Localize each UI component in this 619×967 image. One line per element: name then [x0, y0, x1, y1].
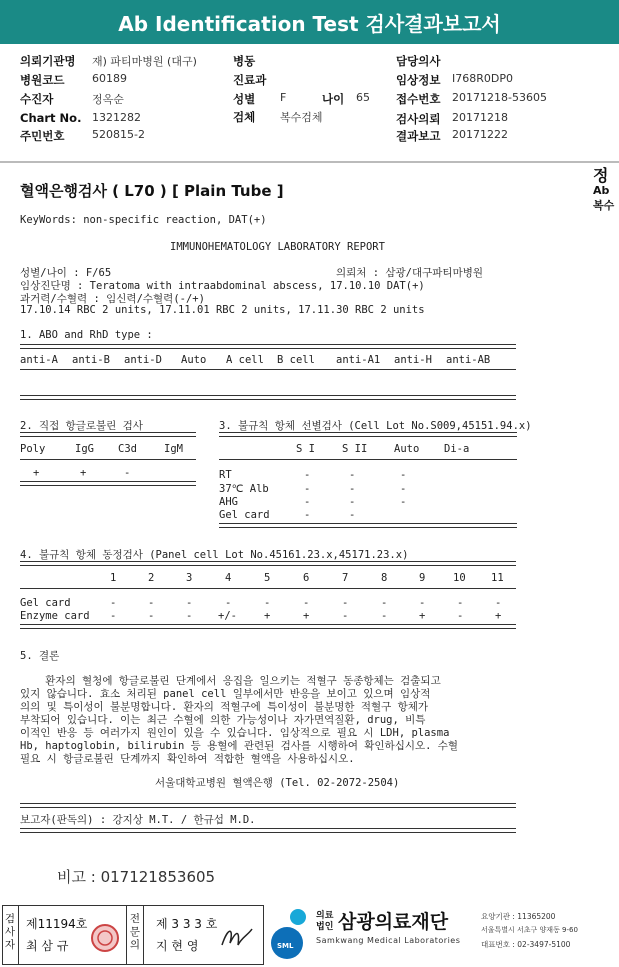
id-value: 520815-2 [92, 128, 145, 141]
sec1-rule-top [20, 344, 516, 349]
footer [0, 905, 619, 967]
sec4-cell: - [264, 597, 271, 609]
org-code: 요양기관 : 11365200 [481, 912, 556, 921]
sec3-rule-mid [219, 459, 517, 460]
sec2-col: Poly [20, 443, 46, 455]
sec1-col: anti-A1 [336, 354, 381, 366]
sec3-row-label: Gel card [219, 509, 270, 521]
logo-text: SML [277, 942, 294, 950]
sec3-row-label: AHG [219, 496, 238, 508]
sec4-col: 7 [342, 572, 349, 584]
specimen-label: 검체 [233, 110, 256, 124]
requesting-org-label: 의뢰기관명 [20, 54, 76, 68]
sec4-cell: - [419, 597, 426, 609]
receipt-value: 20171218-53605 [452, 91, 547, 104]
sec4-cell: +/- [218, 610, 237, 622]
sec3-cell: - [349, 469, 356, 481]
sec4-cell: - [495, 597, 502, 609]
id-label: 주민번호 [20, 129, 65, 143]
test-title: 혈액은행검사 ( L70 ) [ Plain Tube ] [20, 182, 284, 200]
diagnosis-line: 임상진단명 : Teratoma with intraabdominal abscess, 17.10.10 DAT(+) [20, 280, 425, 292]
side-clip [593, 168, 614, 213]
specialist-label: 전문의 [129, 913, 141, 951]
hospital-code-value: 60189 [92, 72, 127, 85]
examiner-seal [90, 923, 120, 953]
history-line: 과거력/수혈력 : 임신력/수혈력(-/+) [20, 293, 205, 305]
sec4-cell: - [342, 597, 349, 609]
report-date-value: 20171222 [452, 128, 508, 141]
report-header [0, 0, 619, 44]
conclusion-line: 부착되어 있습니다. 이는 최근 수혈에 의한 가능성이나 자가면역질환, drug, 비특 [20, 714, 426, 726]
conclusion-line: 필요 시 항글로불린 단계까지 확인하여 적합한 혈액을 사용하십시오. [20, 753, 355, 765]
signature-image [218, 923, 256, 953]
sec3-cell: - [304, 509, 311, 521]
sec5-title: 5. 결론 [20, 650, 60, 662]
sec3-cell: - [304, 469, 311, 481]
org-name: 삼광의료재단 [338, 911, 449, 933]
sec4-col: 2 [148, 572, 155, 584]
sec3-col: S II [342, 443, 368, 455]
sec2-col: IgG [75, 443, 94, 455]
patient-label: 수진자 [20, 92, 54, 106]
sec2-col: C3d [118, 443, 137, 455]
side-text-1: 정 [593, 166, 609, 185]
sec3-row-label: 37℃ Alb [219, 483, 269, 495]
report-title: Ab Identification Test 검사결과보고서 [118, 12, 501, 36]
sex-label: 성별 [233, 92, 256, 106]
report-date-label: 결과보고 [396, 129, 441, 143]
sec4-col: 3 [186, 572, 193, 584]
sec3-rule-top [219, 432, 517, 437]
org-address: 서울특별시 서초구 양재동 9-60 [481, 926, 578, 934]
conclusion-line: 의의 및 특이성이 불분명합니다. 환자의 적혈구에 특이성이 불분명한 적혈구 항체가 [20, 701, 429, 713]
reporter-rule-top [20, 803, 516, 808]
side-text-3: 복수 [593, 199, 615, 212]
reporter-line: 보고자(판독의) : 강지상 M.T. / 한규섭 M.D. [20, 814, 256, 826]
clinical-label: 임상정보 [396, 73, 441, 87]
sec1-col: anti-AB [446, 354, 491, 366]
sec4-col: 11 [491, 572, 504, 584]
sec4-col: 5 [264, 572, 271, 584]
sec4-title: 4. 불규칙 항체 동정검사 (Panel cell Lot No.45161.23.x,45171.23.x) [20, 549, 409, 561]
org-tel: 대표번호 : 02-3497-5100 [481, 940, 571, 949]
dept-label: 진료과 [233, 73, 267, 87]
sec4-rule-mid [20, 588, 516, 589]
sec3-cell: - [349, 509, 356, 521]
sec4-cell: - [186, 610, 193, 622]
age-value: 65 [356, 91, 370, 104]
patient-value: 정옥순 [92, 93, 124, 106]
sec4-cell: - [148, 610, 155, 622]
sec4-row-label: Enzyme card [20, 610, 90, 622]
sec4-cell: - [186, 597, 193, 609]
sec4-cell: - [457, 597, 464, 609]
sec4-col: 8 [381, 572, 388, 584]
sec1-col: Auto [181, 354, 207, 366]
lab-title: IMMUNOHEMATOLOGY LABORATORY REPORT [170, 241, 385, 253]
org-name-en: Samkwang Medical Laboratories [316, 936, 461, 945]
sec3-col: S I [296, 443, 315, 455]
sec4-cell: - [110, 610, 117, 622]
sec4-cell: - [110, 597, 117, 609]
sec4-row-label: Gel card [20, 597, 71, 609]
conclusion-line: 환자의 혈청에 항글로불린 단계에서 응집을 일으키는 적혈구 동종항체는 검출되고 [20, 675, 441, 687]
conclusion-line: Hb, haptoglobin, bilirubin 등 용혈에 관련된 검사를 시행하여 확인하십시오. 수혈 [20, 740, 459, 752]
sec3-cell: - [400, 496, 407, 508]
sec4-rule-top [20, 561, 516, 566]
sml-logo-icon [268, 907, 320, 961]
sec4-cell: - [303, 597, 310, 609]
sec4-col: 10 [453, 572, 466, 584]
sec4-cell: - [225, 597, 232, 609]
chart-value: 1321282 [92, 111, 141, 124]
sec3-cell: - [400, 469, 407, 481]
sec2-rule-mid [20, 459, 196, 460]
sec4-col: 9 [419, 572, 426, 584]
sec1-rule-bottom [20, 395, 516, 400]
sec1-col: anti-A [20, 354, 58, 366]
specialist-name: 지 현 영 [156, 939, 199, 953]
sex-age-line: 성별/나이 : F/65 [20, 267, 112, 279]
sec3-col: Auto [394, 443, 420, 455]
sec4-col: 6 [303, 572, 310, 584]
request-value: 20171218 [452, 111, 508, 124]
sec3-title: 3. 불규칙 항체 선별검사 (Cell Lot No.S009,45151.94.x) [219, 420, 532, 432]
chart-label: Chart No. [20, 111, 82, 125]
doctor-label: 담당의사 [396, 54, 441, 68]
bloodbank-line: 서울대학교병원 혈액은행 (Tel. 02-2072-2504) [155, 777, 400, 789]
sec2-col: IgM [164, 443, 183, 455]
sec4-cell: - [148, 597, 155, 609]
sex-value: F [280, 91, 287, 104]
side-text-2: Ab [593, 184, 610, 197]
sec3-cell: - [304, 483, 311, 495]
sec2-value: - [124, 467, 131, 479]
sec3-cell: - [304, 496, 311, 508]
sec4-cell: - [342, 610, 349, 622]
header-divider [0, 161, 619, 163]
specialist-no: 제 3 3 3 호 [156, 917, 218, 931]
keywords: KeyWords: non-specific reaction, DAT(+) [20, 214, 267, 226]
receipt-label: 접수번호 [396, 92, 441, 106]
hospital-code-label: 병원코드 [20, 73, 65, 87]
sec3-cell: - [349, 483, 356, 495]
sec1-col: anti-B [72, 354, 110, 366]
sec1-col: A cell [226, 354, 264, 366]
sec2-rule-top [20, 432, 196, 437]
ward-label: 병동 [233, 54, 256, 68]
sec1-rule-mid [20, 369, 516, 370]
requesting-org-value: 재) 파티마병원 (대구) [92, 55, 197, 68]
examiner-name: 최 삼 규 [26, 939, 69, 953]
sec4-cell: + [264, 610, 271, 622]
sec1-col: B cell [277, 354, 315, 366]
requester-line: 의뢰처 : 삼광/대구파티마병원 [336, 267, 484, 279]
sec4-cell: - [381, 610, 388, 622]
clinical-value: I768R0DP0 [452, 72, 513, 85]
sec4-cell: + [303, 610, 310, 622]
sec4-cell: - [457, 610, 464, 622]
org-kind: 의료법인 [316, 911, 334, 932]
specimen-value: 복수검체 [280, 111, 323, 124]
sec4-cell: + [419, 610, 426, 622]
sec4-cell: + [495, 610, 502, 622]
examiner-label: 검사자 [4, 913, 16, 951]
conclusion-line: 이적인 반응 등 여러가지 원인이 있을 수 있습니다. 임상적으로 필요 시 LDH, plasma [20, 727, 450, 739]
sec2-value: + [33, 467, 40, 479]
sec3-cell: - [400, 483, 407, 495]
reporter-rule-bottom [20, 828, 516, 833]
sec4-cell: - [381, 597, 388, 609]
sec2-title: 2. 직접 항글로불린 검사 [20, 420, 143, 432]
sec1-col: anti-D [124, 354, 162, 366]
sec1-col: anti-H [394, 354, 432, 366]
request-label: 검사의뢰 [396, 112, 441, 126]
sec3-rule-bottom [219, 523, 517, 528]
sec3-row-label: RT [219, 469, 232, 481]
sec1-title: 1. ABO and RhD type : [20, 329, 153, 341]
sec4-col: 1 [110, 572, 117, 584]
sec2-value: + [80, 467, 87, 479]
patient-info [0, 50, 619, 162]
sec3-col: Di-a [444, 443, 470, 455]
age-label: 나이 [322, 92, 345, 106]
transfusion-line: 17.10.14 RBC 2 units, 17.11.01 RBC 2 units, 17.11.30 RBC 2 units [20, 304, 425, 316]
sec4-rule-bottom [20, 624, 516, 629]
sec3-cell: - [349, 496, 356, 508]
examiner-no: 제11194호 [26, 917, 88, 931]
sec2-rule-bottom [20, 481, 196, 486]
conclusion-line: 있지 않습니다. 효소 처리된 panel cell 일부에서만 반응을 보이고 있으며 임상적 [20, 688, 431, 700]
sec4-col: 4 [225, 572, 232, 584]
remark: 비고 : 017121853605 [57, 868, 216, 886]
